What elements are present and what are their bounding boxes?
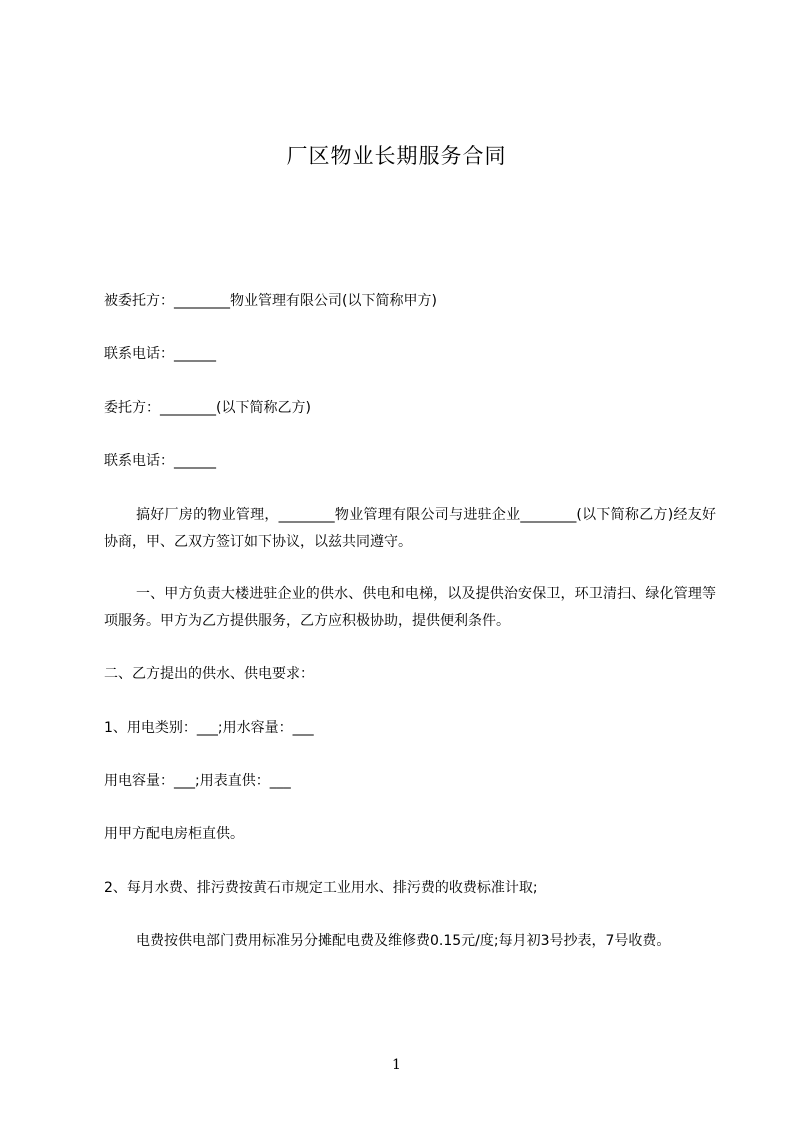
electricity-type-line: 1、用电类别：___;用水容量：___: [104, 720, 314, 736]
electricity-fee-paragraph: 电费按供电部门费用标准另分摊配电费及维修费0.15元/度;每月初3号抄表，7号收费。: [136, 933, 671, 949]
electricity-capacity-line: 用电容量：___;用表直供：___: [104, 773, 291, 789]
entrusting-party-phone-line: 联系电话：______: [104, 453, 216, 469]
clause-2-heading: 二、乙方提出的供水、供电要求：: [104, 666, 314, 682]
direct-supply-line: 用甲方配电房柜直供。: [104, 826, 244, 842]
clause-1-paragraph: 一、甲方负责大楼进驻企业的供水、供电和电梯，以及提供治安保卫，环卫清扫、绿化管理等项服务。甲方为乙方提供服务，乙方应积极协助，提供便利条件。: [104, 586, 716, 629]
document-title: 厂区物业长期服务合同: [286, 144, 507, 168]
entrusted-party-phone-line: 联系电话：______: [104, 346, 216, 362]
entrusted-party-line: 被委托方：________物业管理有限公司(以下简称甲方): [104, 293, 437, 309]
entrusting-party-line: 委托方：________(以下简称乙方): [104, 400, 311, 416]
page-number: 1: [392, 1057, 401, 1073]
preamble-paragraph: 搞好厂房的物业管理，________物业管理有限公司与进驻企业________(以下简称乙方)经友好协商，甲、乙双方签订如下协议，以兹共同遵守。: [104, 507, 716, 550]
water-fee-line: 2、每月水费、排污费按黄石市规定工业用水、排污费的收费标准计取;: [104, 880, 538, 896]
